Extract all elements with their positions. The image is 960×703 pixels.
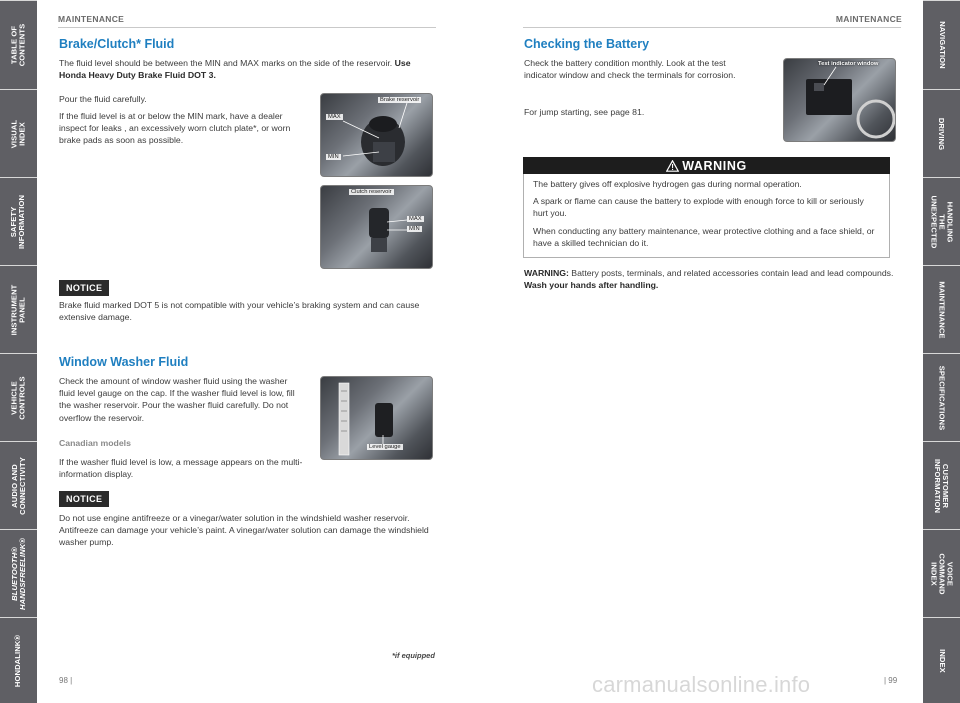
brake-reservoir-image — [320, 93, 433, 177]
tab-specifications[interactable] — [923, 353, 960, 441]
level-gauge-label: Level gauge — [369, 444, 401, 450]
lead-caution-label: WARNING: — [524, 268, 569, 278]
warning-title: WARNING — [682, 158, 747, 173]
jump-starting-text: For jump starting, see page 81. — [524, 107, 645, 117]
brake-reservoir-drawing — [321, 94, 433, 177]
left-page-number: 98 | — [59, 676, 73, 685]
battery-image — [783, 58, 896, 142]
tab-hondalink[interactable] — [0, 617, 37, 703]
left-header-rule — [58, 27, 436, 28]
brake-pour-text: Pour the fluid carefully. — [59, 94, 147, 104]
warning-item: When conducting any battery maintenance, wear protective clothing and a face shield, or have a skilled technician do it. — [533, 226, 875, 249]
warning-item: A spark or flame can cause the battery to explode with enough force to kill or seriously hurt you. — [533, 196, 864, 219]
tab-label: INSTRUMENT PANEL — [9, 284, 27, 335]
test-indicator-label: Test indicator window — [818, 61, 879, 67]
tab-driving[interactable] — [923, 89, 960, 177]
tab-handling-the-unexpected[interactable] — [923, 177, 960, 265]
tab-bluetooth-handsfreelink[interactable] — [0, 529, 37, 617]
tab-label: BLUETOOTH® HANDSFREELINK® — [9, 537, 27, 610]
lead-caution-text — [524, 267, 896, 291]
brake-min-text: If the fluid level is at or below the MIN mark, have a dealer inspect for leaks , an excessively worn clutch plate*, or worn brake pads as soon as possible. — [59, 111, 291, 146]
tab-label: HANDLING THE UNEXPECTED — [929, 195, 955, 248]
tab-instrument-panel[interactable] — [0, 265, 37, 353]
watermark: carmanualsonline.info — [592, 672, 811, 697]
tab-label: DRIVING — [937, 117, 947, 150]
brake-fluid-spec: Use Honda Heavy Duty Brake Fluid DOT 3. — [59, 58, 411, 81]
warning-item: The battery gives off explosive hydrogen gas during normal operation. — [533, 179, 802, 189]
tab-label: NAVIGATION — [937, 21, 947, 69]
battery-check-text: Check the battery condition monthly. Look at the test indicator window and check the terminals for corrosion. — [524, 58, 736, 81]
tab-label: AUDIO AND CONNECTIVITY — [9, 456, 27, 515]
tab-label: SPECIFICATIONS — [937, 365, 947, 430]
washer-notice-label: NOTICE — [59, 491, 109, 507]
footnote: *if equipped — [392, 651, 435, 660]
lead-caution-body: Battery posts, terminals, and related accessories contain lead and lead compounds. — [568, 268, 894, 278]
right-section-tabs — [923, 0, 960, 703]
tab-vehicle-controls[interactable] — [0, 353, 37, 441]
brake-notice-text: Brake fluid marked DOT 5 is not compatible with your vehicle’s braking system and can cause extensive damage. — [59, 300, 420, 323]
tab-label: VOICE COMMAND INDEX — [929, 552, 955, 595]
brake-max-label: MAX — [328, 114, 341, 120]
washer-notice-text: Do not use engine antifreeze or a vinegar/water solution in the windshield washer reservoir. Antifreeze can damage your vehicle’s paint. A vinegar/water solution can damage the windshield washer pump. — [59, 513, 429, 548]
tab-label: CUSTOMER INFORMATION — [933, 458, 951, 513]
tab-label: INDEX — [937, 648, 947, 673]
brake-reservoir-label: Brake reservoir — [380, 97, 420, 103]
tab-label: SAFETY INFORMATION — [9, 194, 27, 249]
washer-canadian-text: If the washer fluid level is low, a message appears on the multi-information display. — [59, 457, 303, 480]
tab-visual-index[interactable] — [0, 89, 37, 177]
right-header-rule — [523, 27, 901, 28]
tab-label: VEHICLE CONTROLS — [9, 375, 27, 420]
washer-fluid-heading: Window Washer Fluid — [59, 355, 189, 369]
tab-label: TABLE OF CONTENTS — [9, 23, 27, 67]
battery-drawing — [784, 59, 896, 142]
washer-fluid-text: Check the amount of window washer fluid using the washer fluid level gauge on the cap. If the washer fluid level is low, fill the washer reservoir. Pour the washer fluid carefully. Do not overflow the reservoir. — [59, 376, 295, 423]
tab-customer-information[interactable] — [923, 441, 960, 529]
brake-intro-text: The fluid level should be between the MIN and MAX marks on the side of the reservoir. — [59, 58, 395, 68]
battery-heading: Checking the Battery — [524, 37, 650, 51]
clutch-reservoir-image — [320, 185, 433, 269]
tab-label: MAINTENANCE — [937, 280, 947, 339]
brake-fluid-intro — [59, 57, 431, 81]
warning-triangle-icon — [666, 160, 679, 172]
tab-table-of-contents[interactable] — [0, 0, 37, 89]
warning-box — [523, 174, 890, 258]
tab-label: VISUAL INDEX — [9, 119, 27, 148]
tab-maintenance[interactable] — [923, 265, 960, 353]
canadian-models-subheading: Canadian models — [59, 438, 131, 448]
right-page-header: MAINTENANCE — [835, 14, 902, 24]
left-section-tabs — [0, 0, 37, 703]
tab-index[interactable] — [923, 617, 960, 703]
tab-audio-connectivity[interactable] — [0, 441, 37, 529]
tab-voice-command-index[interactable] — [923, 529, 960, 617]
tab-label: HONDALINK® — [13, 634, 23, 687]
brake-min-label: MIN — [328, 154, 339, 160]
clutch-reservoir-label: Clutch reservoir — [351, 189, 392, 195]
tab-navigation[interactable] — [923, 0, 960, 89]
left-page-header: MAINTENANCE — [58, 14, 125, 24]
warning-banner — [523, 157, 890, 174]
washer-gauge-image — [320, 376, 433, 460]
right-page-number: | 99 — [884, 676, 898, 685]
wash-hands-text: Wash your hands after handling. — [524, 280, 659, 291]
brake-notice-label: NOTICE — [59, 280, 109, 296]
clutch-max-label: MAX — [409, 216, 422, 222]
clutch-min-label: MIN — [409, 226, 420, 232]
brake-fluid-heading: Brake/Clutch* Fluid — [59, 37, 175, 51]
tab-safety-information[interactable] — [0, 177, 37, 265]
